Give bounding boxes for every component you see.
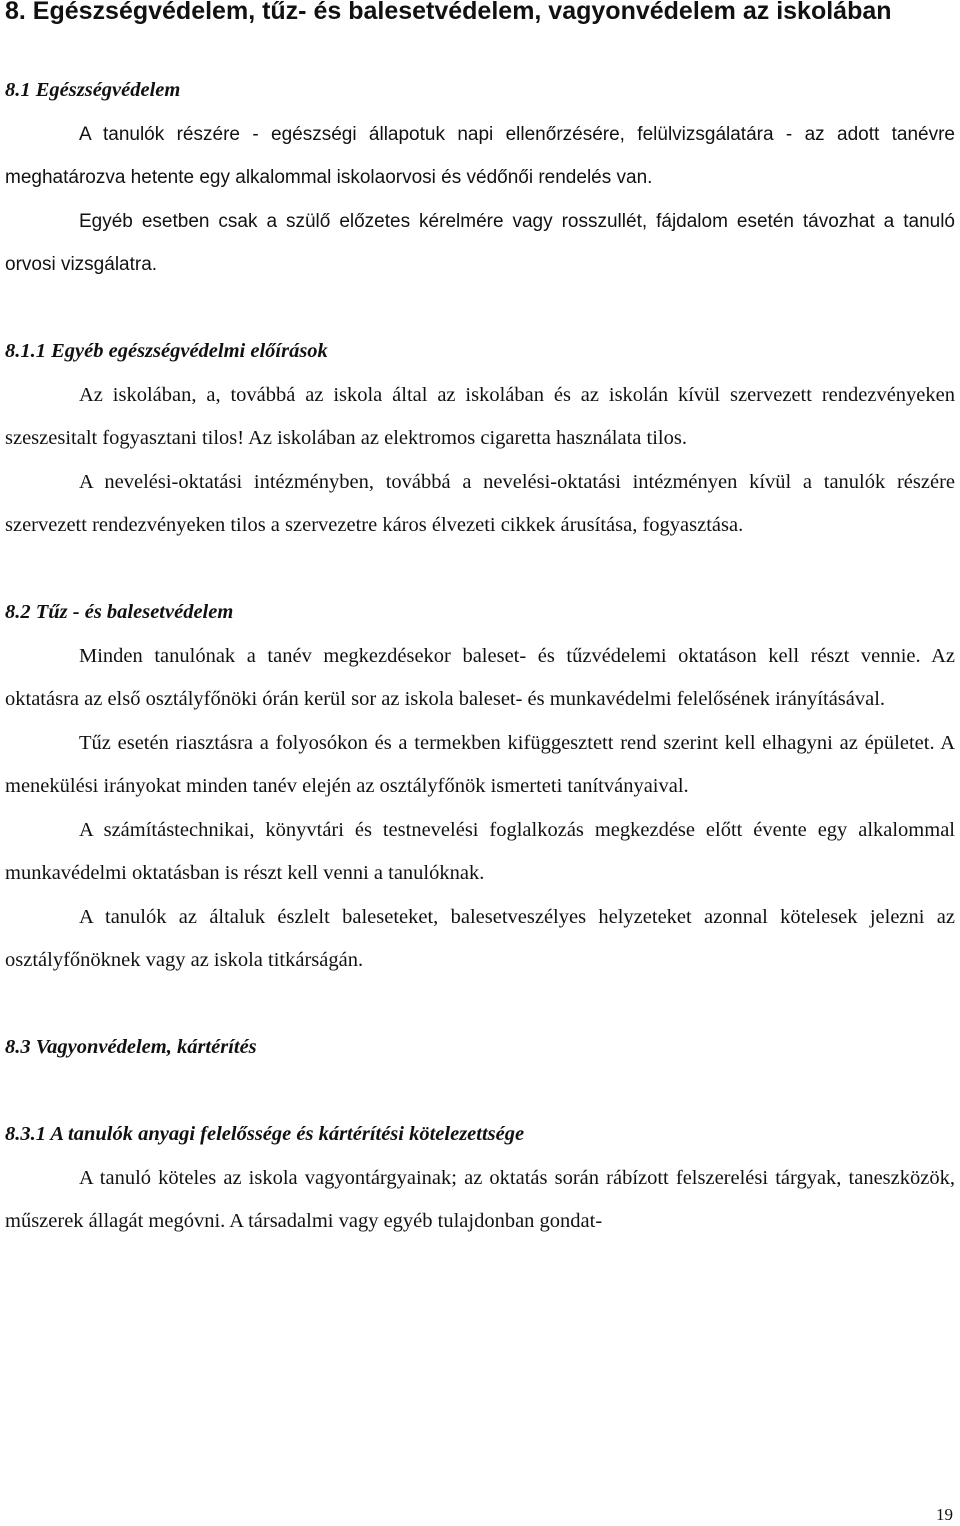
paragraph: A tanuló köteles az iskola vagyontárgyainak; az oktatás során rábízott felszerelési tárgyak, taneszközök, műszerek állagát megóvni. A társadalmi vagy egyéb tulajdonban gondat- <box>5 1166 955 1232</box>
page-number: 19 <box>936 1505 953 1524</box>
paragraph: A nevelési-oktatási intézményben, továbbá a nevelési-oktatási intézményen kívül a tanulók részére szervezett rendezvényeken tilos a szervezetre káros élvezeti cikkek árusítása, fogyasztása. <box>5 470 955 536</box>
spacer <box>5 1070 955 1114</box>
paragraph: A tanulók az általuk észlelt baleseteket, balesetveszélyes helyzeteket azonnal kötelesek jelezni az osztályfőnöknek vagy az iskola titkárságán. <box>5 905 955 971</box>
paragraph: Tűz esetén riasztásra a folyosókon és a termekben kifüggesztett rend szerint kell elhagyni az épületet. A menekülési irányokat minden tanév elején az osztályfőnök ismerteti tanítványaival. <box>5 731 955 797</box>
document-body <box>5 69 955 1244</box>
section-heading-8-3: 8.3 Vagyonvédelem, kártérítés <box>5 1036 257 1058</box>
paragraph: Az iskolában, a, továbbá az iskola által az iskolában és az iskolán kívül szervezett rendezvényeken szeszesitalt fogyasztani tilos! Az iskolában az elektromos cigaretta használata tilos. <box>5 383 955 449</box>
section-heading-8-3-1: 8.3.1 A tanulók anyagi felelőssége és kártérítési kötelezettsége <box>5 1123 525 1145</box>
chapter-title: 8. Egészségvédelem, tűz- és balesetvédelem, vagyonvédelem az iskolában <box>5 0 892 25</box>
section-heading-8-2: 8.2 Tűz - és balesetvédelem <box>5 601 234 623</box>
spacer <box>5 548 955 592</box>
spacer <box>5 983 955 1027</box>
section-heading-8-1: 8.1 Egészségvédelem <box>5 79 181 101</box>
paragraph: Minden tanulónak a tanév megkezdésekor baleset- és tűzvédelemi oktatáson kell részt vennie. Az oktatásra az első osztályfőnöki órán kerül sor az iskola baleset- és munkavédelmi felelősének irányításával. <box>5 644 955 710</box>
paragraph: A tanulók részére - egészségi állapotuk napi ellenőrzésére, felülvizsgálatára - az adott tanévre meghatározva hetente egy alkalommal iskolaorvosi és védőnői rendelés van. <box>5 123 955 188</box>
spacer <box>5 287 955 331</box>
paragraph: A számítástechnikai, könyvtári és testnevelési foglalkozás megkezdése előtt évente egy alkalommal munkavédelmi oktatásban is részt kell venni a tanulóknak. <box>5 818 955 884</box>
section-heading-8-1-1: 8.1.1 Egyéb egészségvédelmi előírások <box>5 340 328 362</box>
paragraph: Egyéb esetben csak a szülő előzetes kérelmére vagy rosszullét, fájdalom esetén távozhat a tanuló orvosi vizsgálatra. <box>5 210 955 275</box>
